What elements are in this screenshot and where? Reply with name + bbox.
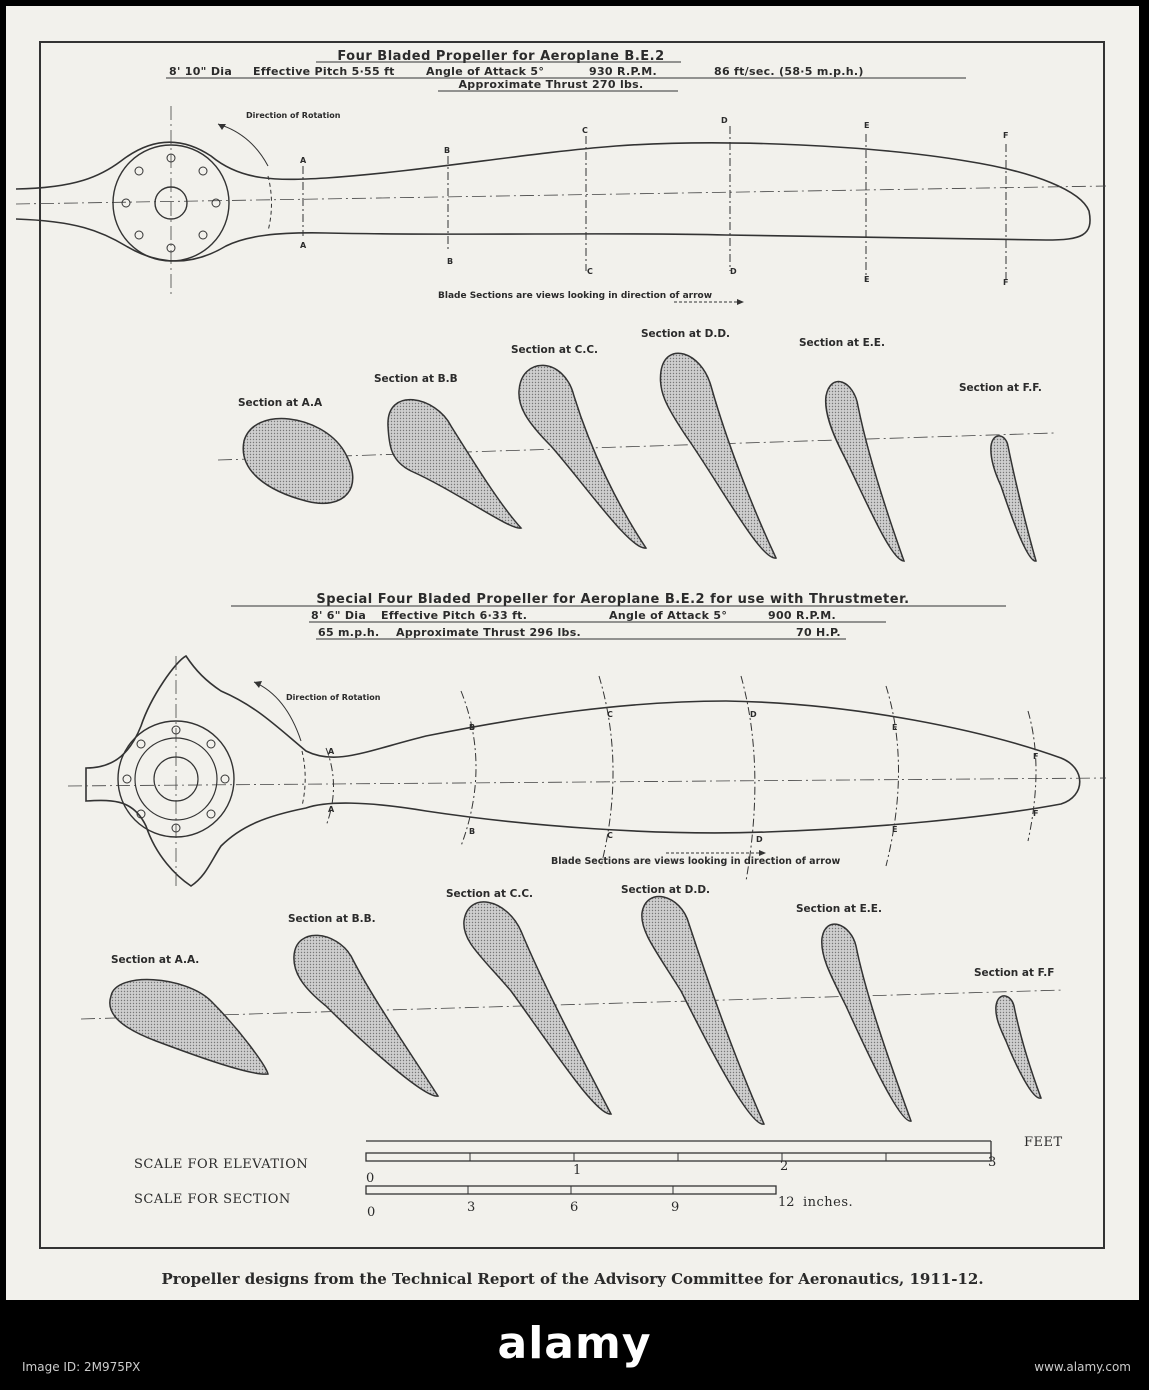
- diagram-2-diameter: 8' 6" Dia: [311, 609, 367, 622]
- blade-sections-1: [218, 328, 1054, 561]
- diagram-2-note: Blade Sections are views looking in direction of arrow: [551, 856, 841, 867]
- diagram-1-diameter: 8' 10" Dia: [169, 65, 233, 78]
- svg-text:C: C: [607, 710, 613, 719]
- svg-text:C: C: [587, 267, 593, 276]
- section-aa-2: [110, 980, 268, 1075]
- diagram-2-rotation-label: Direction of Rotation: [286, 693, 381, 702]
- svg-text:9: 9: [671, 1200, 680, 1215]
- scale-feet-label: Feet: [1024, 1135, 1063, 1150]
- scale-elevation-label: Scale for Elevation: [134, 1157, 309, 1172]
- section-bb-2: [294, 935, 438, 1096]
- diagram-1-note: Blade Sections are views looking in direction of arrow: [438, 291, 713, 301]
- svg-text:6: 6: [570, 1200, 579, 1215]
- label-section-cc-1: Section at C.C.: [511, 344, 599, 356]
- svg-text:E: E: [864, 275, 870, 284]
- scale-bars: [134, 1135, 1063, 1220]
- section-markers-1: [300, 116, 1008, 287]
- rotation-arrow: [218, 124, 268, 166]
- svg-text:1: 1: [573, 1163, 582, 1178]
- svg-text:C: C: [582, 126, 588, 135]
- alamy-logo: alamy: [497, 1318, 652, 1369]
- label-section-ff-1: Section at F.F.: [959, 382, 1042, 394]
- section-ff-2: [996, 996, 1041, 1098]
- section-lines-2: [326, 676, 1039, 881]
- svg-text:0: 0: [366, 1171, 375, 1186]
- diagram-2-title: Special Four Bladed Propeller for Aeroplane B.E.2 for use with Thrustmeter.: [316, 592, 910, 607]
- diagram-1-speed: 86 ft/sec. (58·5 m.p.h.): [714, 65, 864, 78]
- diagram-2-speed: 65 m.p.h.: [318, 626, 380, 639]
- section-ee-2: [822, 924, 911, 1121]
- section-ee-1: [826, 382, 904, 561]
- label-section-dd-1: Section at D.D.: [641, 328, 731, 340]
- label-section-aa-2: Section at A.A.: [111, 954, 200, 966]
- svg-text:D: D: [750, 710, 757, 719]
- svg-text:D: D: [721, 116, 728, 125]
- section-cc-2: [464, 902, 611, 1114]
- diagram-1-title: Four Bladed Propeller for Aeroplane B.E.2: [337, 49, 665, 64]
- section-aa-1: [243, 419, 353, 504]
- image-id: Image ID: 2M975PX: [22, 1360, 141, 1374]
- svg-text:A: A: [328, 805, 335, 814]
- section-lines-1: [303, 126, 1009, 281]
- diagram-1-angle: Angle of Attack 5°: [426, 65, 545, 78]
- svg-text:F: F: [1003, 131, 1009, 140]
- svg-text:F: F: [1033, 809, 1039, 818]
- label-section-aa-1: Section at A.A: [238, 397, 323, 409]
- diagram-2: [68, 592, 1106, 1124]
- svg-text:E: E: [892, 825, 898, 834]
- svg-text:B: B: [444, 146, 451, 155]
- section-dd-1: [660, 353, 776, 558]
- section-ff-1: [991, 436, 1036, 561]
- rotation-arrow-2: [254, 682, 301, 741]
- figure-caption: Propeller designs from the Technical Report of the Advisory Committee for Aeronautics, 1911-12.: [161, 1270, 984, 1288]
- propeller-2-elevation: [68, 656, 1106, 886]
- label-section-bb-1: Section at B.B: [374, 373, 458, 385]
- svg-text:12: 12: [778, 1195, 795, 1210]
- label-section-ee-1: Section at E.E.: [799, 337, 885, 349]
- svg-text:E: E: [864, 121, 870, 130]
- svg-text:F: F: [1003, 278, 1009, 287]
- svg-text:B: B: [447, 257, 454, 266]
- diagram-1: [16, 49, 1106, 561]
- svg-text:3: 3: [988, 1155, 997, 1170]
- svg-text:F: F: [1033, 752, 1039, 761]
- diagram-2-rpm: 900 R.P.M.: [768, 609, 836, 622]
- svg-text:A: A: [328, 747, 335, 756]
- svg-text:0: 0: [367, 1205, 376, 1220]
- svg-text:B: B: [469, 827, 476, 836]
- svg-text:3: 3: [467, 1200, 476, 1215]
- label-section-bb-2: Section at B.B.: [288, 913, 376, 925]
- diagram-1-thrust: Approximate Thrust 270 lbs.: [458, 78, 644, 91]
- svg-text:A: A: [300, 241, 307, 250]
- section-markers-2: [328, 710, 1038, 844]
- svg-text:B: B: [469, 723, 476, 732]
- drawing-sheet: [6, 6, 1139, 1300]
- svg-text:D: D: [730, 267, 737, 276]
- svg-text:A: A: [300, 156, 307, 165]
- label-section-ee-2: Section at E.E.: [796, 903, 882, 915]
- diagram-2-pitch: Effective Pitch 6·33 ft.: [381, 609, 528, 622]
- diagram-2-power: 70 H.P.: [796, 626, 841, 639]
- diagram-1-rotation-label: Direction of Rotation: [246, 111, 341, 120]
- technical-drawing: [6, 6, 1139, 1300]
- section-dd-2: [642, 897, 764, 1125]
- label-section-dd-2: Section at D.D.: [621, 884, 711, 896]
- label-section-cc-2: Section at C.C.: [446, 888, 534, 900]
- diagram-2-thrust: Approximate Thrust 296 lbs.: [396, 626, 582, 639]
- label-section-ff-2: Section at F.F: [974, 967, 1055, 979]
- section-bb-1: [388, 400, 521, 529]
- site-url: www.alamy.com: [1034, 1360, 1131, 1374]
- svg-text:E: E: [892, 723, 898, 732]
- scale-section-label: Scale for Section: [134, 1192, 291, 1207]
- diagram-1-rpm: 930 R.P.M.: [589, 65, 657, 78]
- diagram-2-angle: Angle of Attack 5°: [609, 609, 728, 622]
- diagram-1-pitch: Effective Pitch 5·55 ft: [253, 65, 395, 78]
- svg-text:C: C: [607, 831, 613, 840]
- blade-sections-2: [81, 884, 1064, 1124]
- propeller-1-elevation: [16, 106, 1106, 296]
- section-cc-1: [519, 365, 646, 548]
- svg-text:2: 2: [780, 1159, 789, 1174]
- svg-text:inches.: inches.: [803, 1195, 854, 1210]
- svg-text:D: D: [756, 835, 763, 844]
